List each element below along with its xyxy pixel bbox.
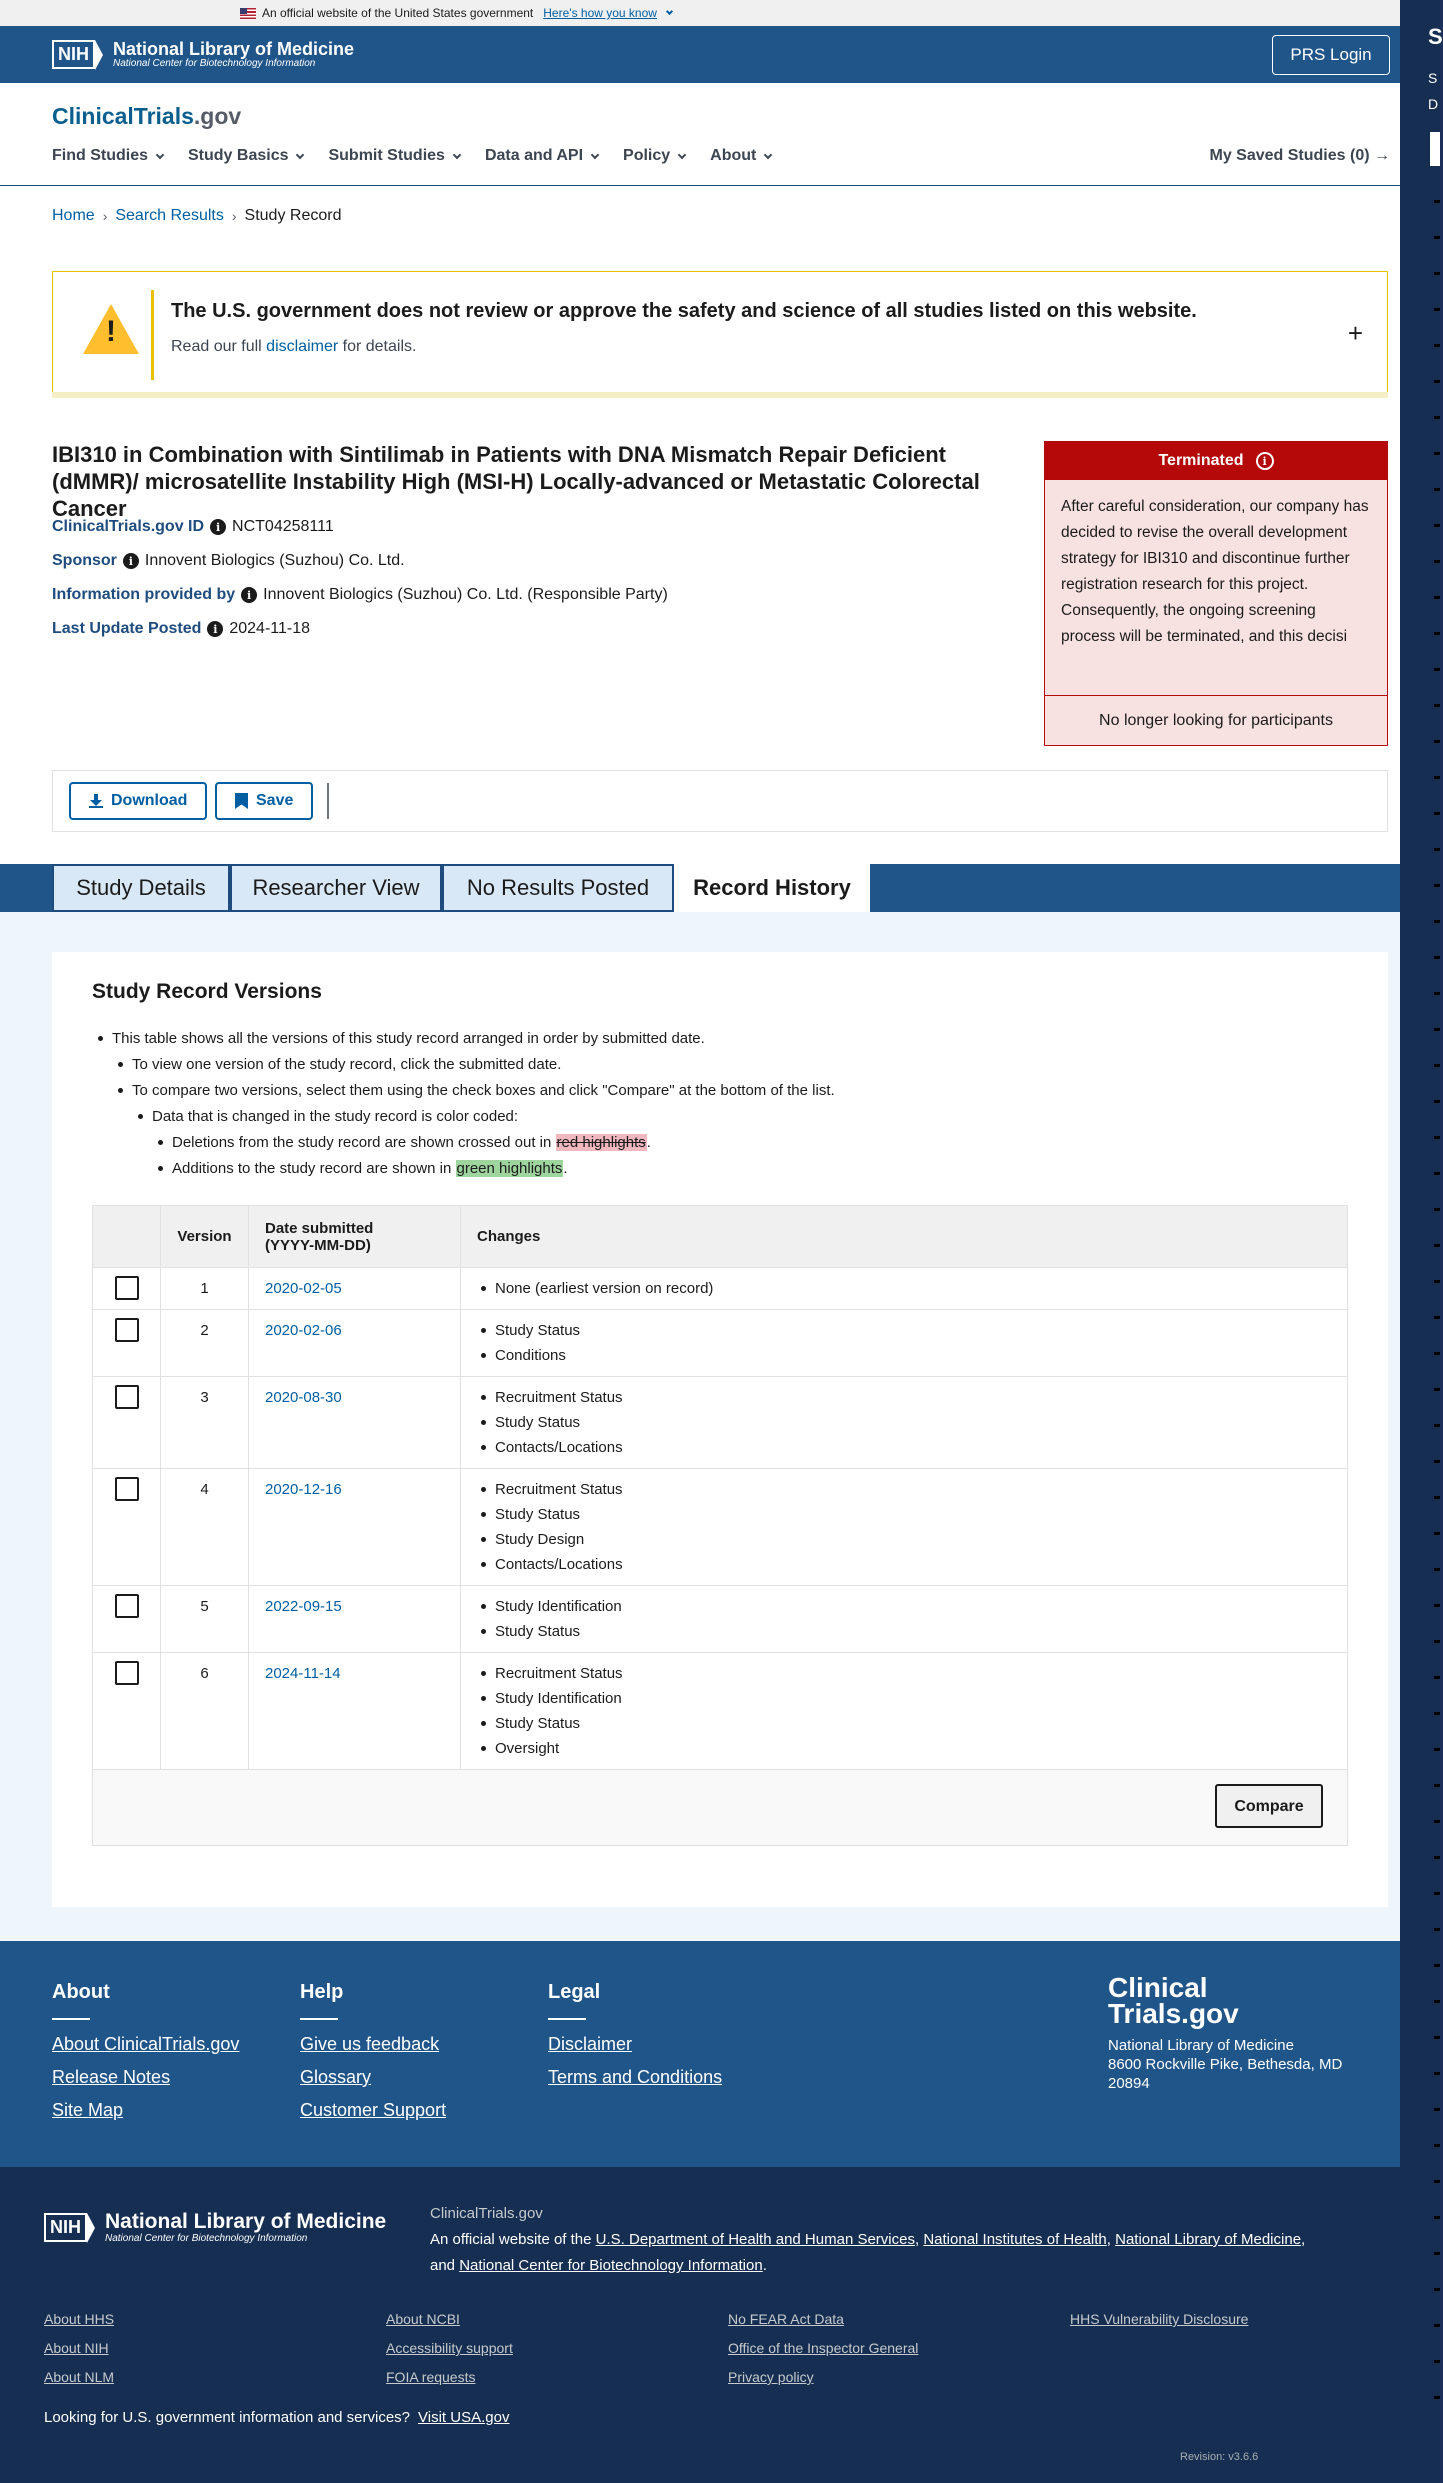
period: . [646, 1134, 651, 1151]
versions-card [52, 952, 1388, 1907]
side-dash [1434, 2360, 1440, 2363]
us-flag-icon [240, 8, 256, 19]
version-number: 1 [161, 1268, 249, 1310]
version-number: 5 [161, 1586, 249, 1653]
footer-address [1108, 2036, 1358, 2093]
footer-links-col2 [386, 2305, 513, 2392]
change-item: Contacts/Locations [495, 1435, 1331, 1460]
change-item: Study Identification [495, 1594, 1331, 1619]
info-bullet [172, 1134, 651, 1151]
side-dash [1434, 2108, 1440, 2111]
site-logo[interactable] [52, 103, 241, 130]
change-item: Recruitment Status [495, 1477, 1331, 1502]
side-dash [1434, 1568, 1440, 1571]
version-number: 3 [161, 1377, 249, 1469]
side-dash [1434, 1460, 1440, 1463]
nih-logo-box: NIH [52, 40, 95, 69]
side-dash [1434, 1820, 1440, 1823]
side-dash [1434, 1244, 1440, 1247]
notice-text [171, 338, 416, 356]
side-dash [1434, 776, 1440, 779]
footer-links-col3 [728, 2305, 918, 2392]
tab-no-results-posted[interactable]: No Results Posted [442, 864, 674, 912]
disclaimer-link[interactable]: disclaimer [266, 338, 339, 355]
usa-gov-line [44, 2409, 509, 2426]
breadcrumb-current: Study Record [244, 207, 342, 224]
footer-logo[interactable] [1108, 1972, 1239, 2029]
version-checkbox[interactable] [115, 1385, 139, 1409]
side-dash [1434, 1100, 1440, 1103]
sponsor-row [52, 552, 405, 570]
info-icon[interactable]: i [210, 519, 226, 535]
study-id-row [52, 518, 334, 536]
footer-gov-link[interactable]: Accessibility support [386, 2340, 513, 2356]
version-date-link[interactable]: 2024-11-14 [265, 1665, 341, 1682]
info-bullet: To view one version of the study record, click the submitted date. [132, 1056, 562, 1073]
footer-gov-link[interactable]: HHS Vulnerability Disclosure [1070, 2311, 1249, 2327]
expand-plus-icon[interactable]: + [1347, 318, 1363, 348]
notice-post: for details. [338, 338, 417, 355]
side-dash [1434, 992, 1440, 995]
ncbi-subname: National Center for Biotechnology Information [113, 58, 316, 69]
and-text: and [430, 2257, 460, 2274]
how-you-know-link[interactable]: Here's how you know [543, 6, 657, 20]
period: . [563, 1160, 568, 1177]
breadcrumb-search-results[interactable]: Search Results [115, 207, 224, 224]
version-date-link[interactable]: 2020-08-30 [265, 1389, 342, 1406]
versions-table [92, 1205, 1348, 1846]
version-number: 4 [161, 1469, 249, 1586]
change-item: Oversight [495, 1736, 1331, 1761]
main-nav [52, 147, 796, 165]
update-value: 2024-11-18 [229, 620, 311, 637]
side-dash [1434, 704, 1440, 707]
side-dash [1434, 2216, 1440, 2219]
chevron-down-icon [156, 150, 164, 158]
status-header [1045, 442, 1387, 480]
chevron-right-icon: › [231, 208, 237, 224]
side-dash [1434, 668, 1440, 671]
status-panel [1044, 441, 1388, 746]
change-item: Study Identification [495, 1686, 1331, 1711]
nav-label: Study Basics [188, 147, 289, 164]
side-dash [1434, 560, 1440, 563]
tab-bar [0, 864, 1400, 912]
address-line2: 8600 Rockville Pike, Bethesda, MD 20894 [1108, 2056, 1343, 2092]
info-icon[interactable]: i [1256, 452, 1274, 470]
footer-about-col [52, 1981, 239, 2133]
change-item: Study Status [495, 1410, 1331, 1435]
version-date-link[interactable]: 2020-02-06 [265, 1322, 342, 1339]
footer-legal-col [548, 1981, 722, 2100]
footer-link[interactable]: Give us feedback [300, 2034, 440, 2054]
nav-label: Submit Studies [328, 147, 445, 164]
change-item: Recruitment Status [495, 1661, 1331, 1686]
table-row [93, 1469, 1348, 1586]
divider [327, 783, 329, 819]
provided-by-row [52, 586, 668, 604]
info-bullet: This table shows all the versions of this study record arranged in order by submitted date. [112, 1030, 705, 1047]
side-dash [1434, 452, 1440, 455]
id-label: ClinicalTrials.gov ID [52, 518, 205, 535]
side-dash [1434, 920, 1440, 923]
version-date-link[interactable]: 2020-02-05 [265, 1280, 342, 1297]
official-statement: ClinicalTrials.gov An official website of the U.S. Department of Health and Human Services, National Institutes of Health, National Library of Medicine, and National Center for Biotechnology Information. [430, 2201, 1360, 2279]
side-dash [1434, 308, 1440, 311]
update-label: Last Update Posted [52, 620, 202, 637]
footer-nlm-logo[interactable] [44, 2211, 386, 2244]
side-dash [1434, 1748, 1440, 1751]
change-item: None (earliest version on record) [495, 1276, 1331, 1301]
side-heading: S [1428, 24, 1443, 49]
nih-logo-box: NIH [44, 2213, 87, 2242]
status-label: Terminated [1158, 452, 1244, 469]
nlm-link[interactable]: National Library of Medicine [1115, 2231, 1302, 2248]
last-update-row [52, 620, 310, 638]
tab-study-details[interactable]: Study Details [52, 864, 230, 912]
footer-links-col1 [44, 2305, 114, 2392]
side-dash [1434, 1028, 1440, 1031]
col-date [249, 1206, 461, 1268]
nav-label: Find Studies [52, 147, 148, 164]
version-number: 2 [161, 1310, 249, 1377]
change-item: Study Design [495, 1527, 1331, 1552]
side-dash [1434, 596, 1440, 599]
notice-pre: Read our full [171, 338, 267, 355]
nih-bar [0, 26, 1400, 83]
side-text: S [1428, 70, 1438, 86]
footer-gov-link[interactable]: About HHS [44, 2311, 115, 2327]
chevron-down-icon [678, 150, 686, 158]
revision: Revision: v3.6.6 [1180, 2451, 1259, 2463]
recruiting-status: No longer looking for participants [1099, 712, 1333, 729]
side-dash [1434, 2324, 1440, 2327]
compare-row [93, 1770, 1348, 1846]
chevron-right-icon: › [102, 208, 108, 224]
chevron-down-icon [666, 8, 673, 15]
provided-value: Innovent Biologics (Suzhou) Co. Ltd. (Responsible Party) [263, 586, 668, 603]
side-dash [1434, 200, 1440, 203]
tab-record-history[interactable]: Record History [674, 864, 870, 912]
side-dash [1434, 1892, 1440, 1895]
breadcrumb [52, 207, 341, 225]
red-highlight: red highlights [556, 1134, 646, 1151]
side-dash [1434, 2180, 1440, 2183]
version-date-link[interactable]: 2020-12-16 [265, 1481, 342, 1498]
side-dash [1434, 2396, 1440, 2399]
status-reason: After careful consideration, our company has decided to revise the overall development strategy for IBI310 and discontinue further registration research for this project. Consequently, the ongoing screening process will be terminated, and this decisi [1045, 480, 1387, 696]
info-bullet: Data that is changed in the study record is color coded: [152, 1108, 519, 1125]
footer-link[interactable]: Glossary [300, 2067, 372, 2087]
nav-policy[interactable] [623, 147, 685, 165]
change-item: Recruitment Status [495, 1385, 1331, 1410]
side-dash [1434, 1388, 1440, 1391]
address-line1: National Library of Medicine [1108, 2037, 1294, 2054]
side-dash [1434, 2036, 1440, 2039]
record-history-section [0, 912, 1400, 1941]
tab-researcher-view[interactable]: Researcher View [230, 864, 442, 912]
sponsor-value: Innovent Biologics (Suzhou) Co. Ltd. [144, 552, 405, 569]
footer-links-col4 [1070, 2305, 1248, 2334]
brand-part1: ClinicalTrials [52, 103, 194, 129]
footer-gov-link[interactable]: No FEAR Act Data [728, 2311, 844, 2327]
side-dash [1434, 1856, 1440, 1859]
side-dash [1434, 1928, 1440, 1931]
info-bullet: To compare two versions, select them using the check boxes and click "Compare" at the bottom of the list. [132, 1082, 835, 1099]
footer-link[interactable]: Release Notes [52, 2067, 171, 2087]
footer-gov-link[interactable]: Office of the Inspector General [728, 2340, 919, 2356]
version-checkbox[interactable] [115, 1661, 139, 1685]
footer-gov-link[interactable]: Privacy policy [728, 2369, 814, 2385]
table-row [93, 1377, 1348, 1469]
side-dash [1434, 1316, 1440, 1319]
download-icon [89, 794, 103, 808]
footer-link[interactable]: Customer Support [300, 2100, 447, 2120]
chevron-down-icon [591, 150, 599, 158]
change-item: Conditions [495, 1343, 1331, 1368]
side-dash [1434, 848, 1440, 851]
exclamation-mark: ! [106, 315, 116, 348]
col-date-line1: Date submitted [265, 1219, 374, 1237]
nlm-logo[interactable] [52, 40, 354, 69]
version-date-link[interactable]: 2022-09-15 [265, 1598, 342, 1615]
side-dash [1434, 1208, 1440, 1211]
side-dash [1434, 236, 1440, 239]
table-row [93, 1268, 1348, 1310]
study-title: IBI310 in Combination with Sintilimab in Patients with DNA Mismatch Repair Deficient (dMMR)/ microsatellite Instability High (MSI-H) Locally-advanced or Metastatic Colorectal Cancer [52, 442, 980, 521]
footer-gov-link[interactable]: About NCBI [386, 2311, 460, 2327]
nav-find-studies[interactable] [52, 147, 163, 165]
side-dash [1434, 2000, 1440, 2003]
chevron-down-icon [296, 150, 304, 158]
footer-site-name: ClinicalTrials.gov [430, 2205, 543, 2222]
side-dash [1434, 1784, 1440, 1787]
side-dash [1434, 2288, 1440, 2291]
deletion-text: Deletions from the study record are shown crossed out in [172, 1134, 556, 1151]
site-footer [0, 1941, 1400, 2167]
version-checkbox[interactable] [115, 1594, 139, 1618]
footer-link[interactable]: Disclaimer [548, 2034, 633, 2054]
side-input[interactable] [1430, 132, 1440, 166]
side-dash [1434, 488, 1440, 491]
nav-data-api[interactable] [485, 147, 598, 165]
footer-help-col [300, 1981, 446, 2133]
side-text: D [1428, 96, 1439, 112]
chevron-down-icon [764, 150, 772, 158]
change-item: Study Status [495, 1502, 1331, 1527]
usa-gov-link[interactable]: Visit USA.gov [418, 2409, 510, 2426]
change-item: Study Status [495, 1711, 1331, 1736]
side-dash [1434, 1136, 1440, 1139]
side-dash [1434, 1496, 1440, 1499]
side-dash [1434, 1604, 1440, 1607]
footer-about-heading: About [52, 1981, 110, 2003]
provided-label: Information provided by [52, 586, 236, 603]
side-dash [1434, 1712, 1440, 1715]
brand-part2: .gov [193, 103, 242, 129]
table-row [93, 1586, 1348, 1653]
addition-text: Additions to the study record are shown in [172, 1160, 456, 1177]
footer-link[interactable]: About ClinicalTrials.gov [52, 2034, 240, 2054]
chevron-down-icon [453, 150, 461, 158]
sponsor-label: Sponsor [52, 552, 117, 569]
footer-legal-heading: Legal [548, 1981, 601, 2003]
save-label: Save [256, 792, 294, 809]
footer-link[interactable]: Terms and Conditions [548, 2067, 723, 2087]
info-icon[interactable]: i [123, 553, 139, 569]
nlm-name: National Library of Medicine [105, 2210, 387, 2233]
side-dash [1434, 1532, 1440, 1535]
study-id: NCT04258111 [232, 518, 334, 535]
side-dash [1434, 272, 1440, 275]
breadcrumb-home[interactable]: Home [52, 207, 95, 224]
footer-logo-line2: Trials.gov [1108, 1998, 1239, 2029]
nav-about[interactable] [710, 147, 771, 165]
info-icon[interactable]: i [241, 587, 257, 603]
footer-gov-link[interactable]: About NLM [44, 2369, 115, 2385]
side-dash [1434, 1676, 1440, 1679]
versions-heading: Study Record Versions [92, 980, 322, 1003]
side-dash [1434, 2072, 1440, 2075]
side-dash [1434, 1964, 1440, 1967]
footer-gov-link[interactable]: FOIA requests [386, 2369, 476, 2385]
arrow-right-icon: → [1374, 147, 1390, 164]
footer-gov-link[interactable]: About NIH [44, 2340, 109, 2356]
saved-studies-link[interactable] [1210, 147, 1391, 165]
download-button[interactable] [69, 782, 207, 820]
col-date-line2: (YYYY-MM-DD) [265, 1236, 371, 1254]
side-dash [1434, 1172, 1440, 1175]
bookmark-icon [235, 793, 248, 809]
side-dash [1434, 1280, 1440, 1283]
gov-banner [0, 0, 1400, 26]
download-label: Download [111, 792, 188, 809]
side-dash [1434, 416, 1440, 419]
info-icon[interactable]: i [207, 621, 223, 637]
side-dash [1434, 1424, 1440, 1427]
footer-link[interactable]: Site Map [52, 2100, 124, 2120]
version-checkbox[interactable] [115, 1477, 139, 1501]
side-dash [1434, 1640, 1440, 1643]
side-panel [1400, 0, 1443, 2483]
prs-login-button[interactable]: PRS Login [1272, 35, 1390, 75]
table-row [93, 1653, 1348, 1770]
saved-studies-label: My Saved Studies (0) [1209, 147, 1370, 164]
nav-label: Policy [623, 147, 671, 164]
info-bullet [172, 1160, 568, 1177]
table-row [93, 1310, 1348, 1377]
official-pre: An official website of the [430, 2231, 596, 2248]
side-dash [1434, 740, 1440, 743]
side-dash [1434, 344, 1440, 347]
nav-label: About [710, 147, 757, 164]
ncbi-subname: National Center for Biotechnology Information [105, 2233, 308, 2244]
col-changes: Changes [461, 1206, 1348, 1268]
version-checkbox[interactable] [115, 1276, 139, 1300]
notice-title: The U.S. government does not review or approve the safety and science of all studies listed on this website. [171, 300, 1197, 322]
col-select [93, 1206, 161, 1268]
green-highlight: green highlights [456, 1160, 563, 1177]
side-dash [1434, 956, 1440, 959]
side-dash [1434, 812, 1440, 815]
gov-footer [0, 2167, 1400, 2483]
col-version: Version [161, 1206, 249, 1268]
side-dash [1434, 884, 1440, 887]
hhs-link[interactable]: U.S. Department of Health and Human Services [595, 2231, 915, 2248]
version-number: 6 [161, 1653, 249, 1770]
version-checkbox[interactable] [115, 1318, 139, 1342]
nlm-name: National Library of Medicine [113, 39, 355, 59]
ncbi-link[interactable]: National Center for Biotechnology Information [459, 2257, 763, 2274]
side-dash [1434, 524, 1440, 527]
footer-logo-line1: Clinical [1108, 1972, 1208, 2003]
nav-submit-studies[interactable] [328, 147, 459, 165]
change-item: Study Status [495, 1318, 1331, 1343]
nav-label: Data and API [484, 147, 584, 164]
site-header [0, 83, 1400, 186]
disclaimer-notice [52, 271, 1388, 398]
gov-banner-text: An official website of the United States government [262, 6, 534, 20]
looking-text: Looking for U.S. government information and services? [44, 2409, 411, 2426]
side-dash [1434, 2252, 1440, 2255]
save-button[interactable] [215, 782, 313, 820]
change-item: Contacts/Locations [495, 1552, 1331, 1577]
side-dash [1434, 2144, 1440, 2147]
side-dash [1434, 1352, 1440, 1355]
side-dash [1434, 1064, 1440, 1067]
side-dash [1434, 632, 1440, 635]
compare-button[interactable]: Compare [1215, 1784, 1323, 1828]
change-item: Study Status [495, 1619, 1331, 1644]
nih-link[interactable]: National Institutes of Health [923, 2231, 1107, 2248]
footer-help-heading: Help [300, 1981, 344, 2003]
action-bar [52, 770, 1388, 832]
side-dash [1434, 380, 1440, 383]
nav-study-basics[interactable] [188, 147, 303, 165]
